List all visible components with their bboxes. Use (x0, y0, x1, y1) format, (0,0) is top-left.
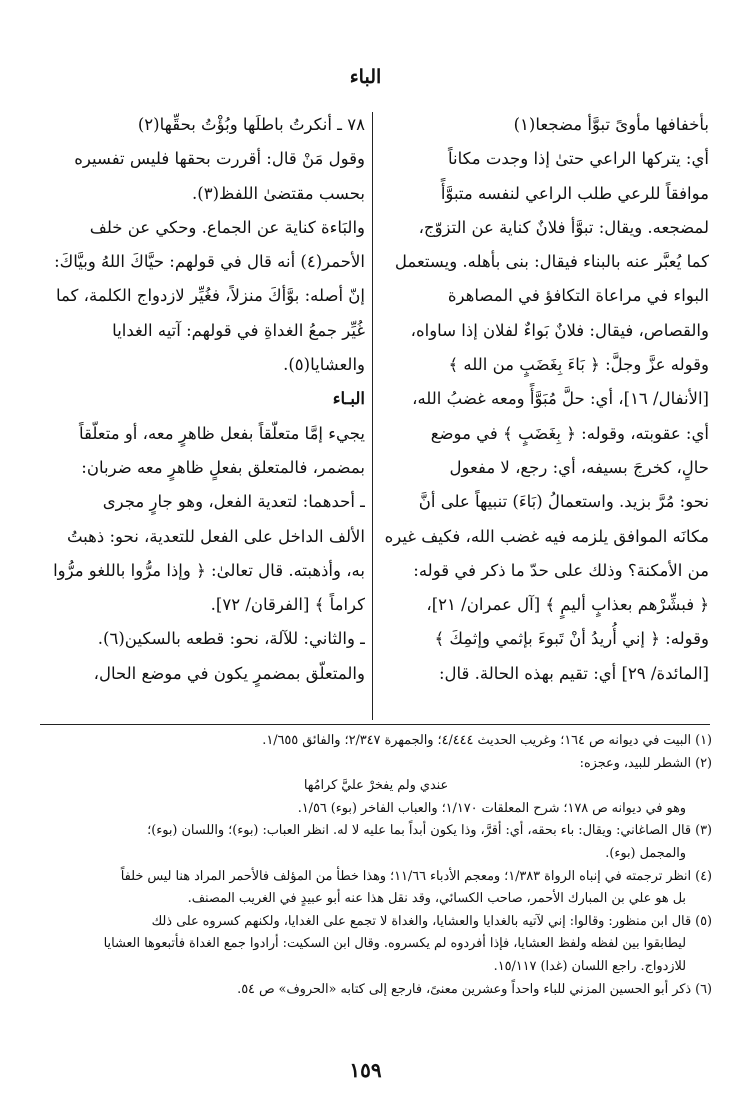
left-column-line: بحسب مقتضىٰ اللفظ(٣). (192, 183, 365, 203)
left-column (40, 108, 365, 691)
left-column-line: الأحمر(٤) أنه قال في قولهم: حيَّاكَ اللهُ وبيَّاكَ: (54, 252, 365, 272)
left-column-line: ـ والثاني: للآلة، نحو: قطعه بالسكين(٦). (97, 629, 365, 649)
right-column-line: موافقاً للرعي طلب الراعي لنفسه متبوَّأً (440, 183, 709, 203)
right-column-line: أي: يتركها الراعي حتىٰ إذا وجدت مكاناً (448, 149, 709, 169)
page-number: ١٥٩ (349, 1058, 382, 1082)
right-column-line: وقوله: ﴿ إني أُريدُ أنْ تَبوءَ بإثمي وإثمِكَ ﴾ (434, 629, 709, 649)
left-column-line: ـ أحدهما: لتعدية الفعل، وهو جارٍ مجرى (102, 492, 365, 512)
left-column-line: يجيء إمَّا متعلّقاً بفعل ظاهرٍ معه، أو متعلّقاً (78, 423, 365, 443)
right-column-line: وقوله عزَّ وجلَّ: ﴿ بَاءَ بِغَضَبٍ من الله ﴾ (448, 355, 709, 375)
footnote-line: ليطابقوا بين لفظه ولفظ العشايا، فإذا أفردوه لم يكسروه. وقال ابن السكيت: أرادوا جمع الغداة فأتبعوها العشايا (103, 936, 686, 952)
footnote-line: (٤) انظر ترجمته في إنباه الرواة ١/٣٨٣؛ ومعجم الأدباء ١١/٦٦؛ وهذا خطأ من المؤلف فالأحمر المراد هنا ليس خلفاً (120, 868, 712, 884)
right-column-line: [الأنفال/ ١٦]، أي: حلَّ مُبَوَّأً ومعه غضبُ الله، (412, 389, 709, 409)
footnotes (40, 730, 712, 1001)
footnote-separator (40, 724, 710, 725)
left-column-line: كراماً ﴾ [الفرقان/ ٧٢]. (210, 595, 365, 615)
right-column-line: نحو: مُرَّ بزيد. واستعمالُ (بَاءَ) تنبيهاً على أنَّ (418, 492, 709, 512)
right-column-line: بأخفافها مأوىً تبوَّأ مضجعا(١) (513, 115, 709, 134)
right-column-line: حالٍ، كخرجَ بسيفه، أي: رجع، لا مفعول (449, 457, 709, 477)
right-column-line: مكانَه الموافق يلزمه فيه غضب الله، فكيف غيره (384, 526, 709, 546)
right-column-line: كما يُعبَّر عنه بالبناء فيقال: بنى بأهله. ويستعمل (394, 252, 709, 272)
section-heading: البـاء (332, 389, 365, 409)
left-column-line: والعشايا(٥). (283, 355, 365, 375)
footnote-verse: عندي ولم يفخرْ عليَّ كرامُها (303, 778, 449, 794)
footnote-line: وهو في ديوانه ص ١٧٨؛ شرح المعلقات ١/١٧٠؛ والعباب الفاخر (بوء) ١/٥٦. (297, 800, 686, 816)
left-column-line: والمتعلّق بمضمرٍ يكون في موضع الحال، (93, 663, 365, 683)
right-column-line: البواء في مراعاة التكافؤ في المصاهرة (447, 286, 709, 306)
page-header-title: الباء (349, 66, 382, 88)
footnote-line: والمجمل (بوء). (605, 845, 686, 861)
footnote-line: للازدواج. راجع اللسان (غدا) ١٥/١١٧. (493, 958, 686, 974)
footnote-line: (٦) ذكر أبو الحسين المزني للباء واحداً وعشرين معنىً، فارجع إلى كتابه «الحروف» ص ٥٤. (237, 981, 712, 997)
left-column-line: إنّ أصله: بوَّأكَ منزلاً، فغُيِّر لازدواج الكلمة، كما (55, 286, 365, 306)
footnote-line: (١) البيت في ديوانه ص ١٦٤؛ وغريب الحديث ٤/٤٤٤؛ والجمهرة ٢/٣٤٧؛ والفائق ١/٦٥٥. (262, 733, 712, 748)
left-column-line: غُيِّر جمعُ الغداةِ في قولهم: آتيه الغدايا (112, 320, 365, 340)
right-column-line: أي: عقوبته، وقوله: ﴿ بِغَضَبٍ ﴾ في موضع (430, 423, 709, 443)
right-column-line: ﴿ فبشِّرْهم بعذابٍ أليمٍ ﴾ [آل عمران/ ٢١]، (426, 595, 709, 615)
right-column-line: لمضجعه. ويقال: تبوَّأ فلانٌ كناية عن التزوّج، (418, 217, 709, 237)
left-column-line: الألف الداخل على الفعل للتعدية، نحو: ذهبتُ (66, 526, 365, 546)
right-column-line: [المائدة/ ٢٩] أي: تقيم بهذه الحالة. قال: (438, 663, 709, 683)
footnote-line: بل هو علي بن المبارك الأحمر، صاحب الكسائي، وقد نقل هذا عنه أبو عبيدٍ في الغريب المصنف. (187, 891, 686, 907)
footnote-line: (٣) قال الصاغاني: ويقال: باء بحقه، أي: أقرَّ، وذا يكون أبداً بما عليه لا له. انظر العباب: (بوء)؛ واللسان (بوء)؛ (147, 823, 712, 839)
left-column-line: به، وأذهبته. قال تعالىٰ: ﴿ وإذا مرُّوا باللغو مرُّوا (53, 560, 365, 580)
left-column-line: والبَاءة كناية عن الجماع. وحكي عن خلف (89, 217, 365, 237)
left-column-line: وقول مَنْ قال: أقررت بحقها فليس تفسيره (74, 149, 365, 169)
right-column-line: والقصاص، فيقال: فلانٌ بَواءٌ لفلان إذا ساواه، (410, 320, 709, 340)
left-column-line: بمضمر، فالمتعلق بفعلٍ ظاهرٍ معه ضربان: (81, 457, 365, 477)
footnote-line: (٢) الشطر للبيد، وعجزه: (579, 755, 712, 771)
verse-line: ٧٨ ـ أنكرتُ باطلَها وبُؤْتُ بحقِّها(٢) (137, 115, 365, 134)
column-divider (372, 112, 373, 720)
footnote-line: (٥) قال ابن منظور: وقالوا: إني لآتيه بالغدايا والعشايا، والغداة لا تجمع على الغدايا، ولكنهم كسروه على ذلك (151, 913, 712, 929)
right-column-line: من الأمكنة؟ وذلك على حدّ ما ذكر في قوله: (413, 560, 709, 580)
right-column (384, 108, 709, 691)
